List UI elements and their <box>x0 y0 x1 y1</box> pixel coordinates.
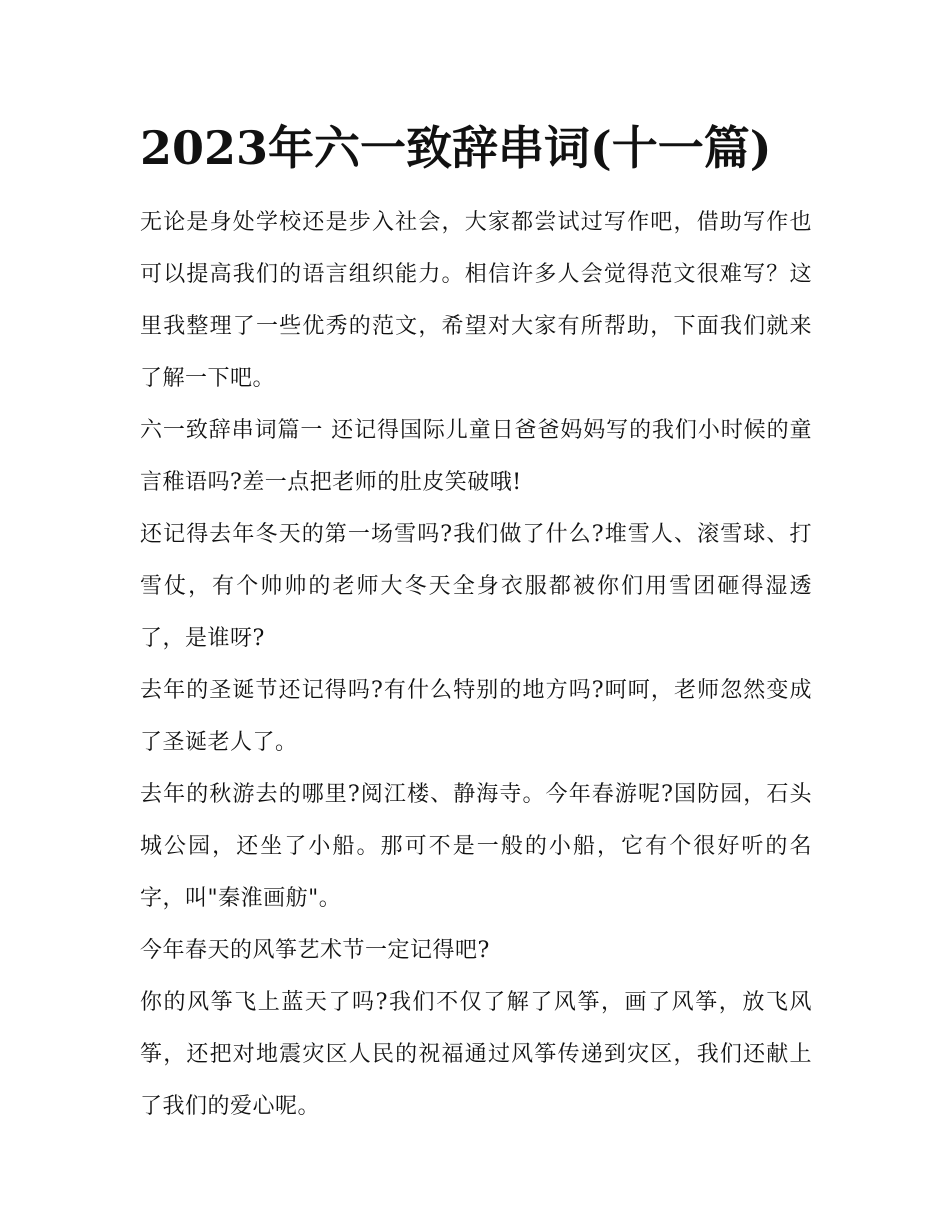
page-title: 2023年六一致辞串词(十一篇) <box>140 121 772 175</box>
paragraph-1: 六一致辞串词篇一 还记得国际儿童日爸爸妈妈写的我们小时候的童言稚语吗?差一点把老师的肚皮笑破哦! <box>140 418 812 495</box>
paragraph-5: 今年春天的风筝艺术节一定记得吧? <box>140 938 490 963</box>
paragraph-4: 去年的秋游去的哪里?阅江楼、静海寺。今年春游呢?国防园，石头城公园，还坐了小船。那可不是一般的小船，它有个很好听的名字，叫"秦淮画舫"。 <box>140 782 812 911</box>
paragraph-3: 去年的圣诞节还记得吗?有什么特别的地方吗?呵呵，老师忽然变成了圣诞老人了。 <box>140 678 812 755</box>
paragraph-6: 你的风筝飞上蓝天了吗?我们不仅了解了风筝，画了风筝，放飞风筝，还把对地震灾区人民的祝福通过风筝传递到灾区，我们还献上了我们的爱心呢。 <box>140 990 812 1119</box>
paragraph-2: 还记得去年冬天的第一场雪吗?我们做了什么?堆雪人、滚雪球、打雪仗，有个帅帅的老师大冬天全身衣服都被你们用雪团砸得湿透了，是谁呀? <box>140 522 812 651</box>
paragraph-intro: 无论是身处学校还是步入社会，大家都尝试过写作吧，借助写作也可以提高我们的语言组织能力。相信许多人会觉得范文很难写？这里我整理了一些优秀的范文，希望对大家有所帮助，下面我们就来了解一下吧。 <box>140 210 812 391</box>
document-body <box>140 197 812 1133</box>
